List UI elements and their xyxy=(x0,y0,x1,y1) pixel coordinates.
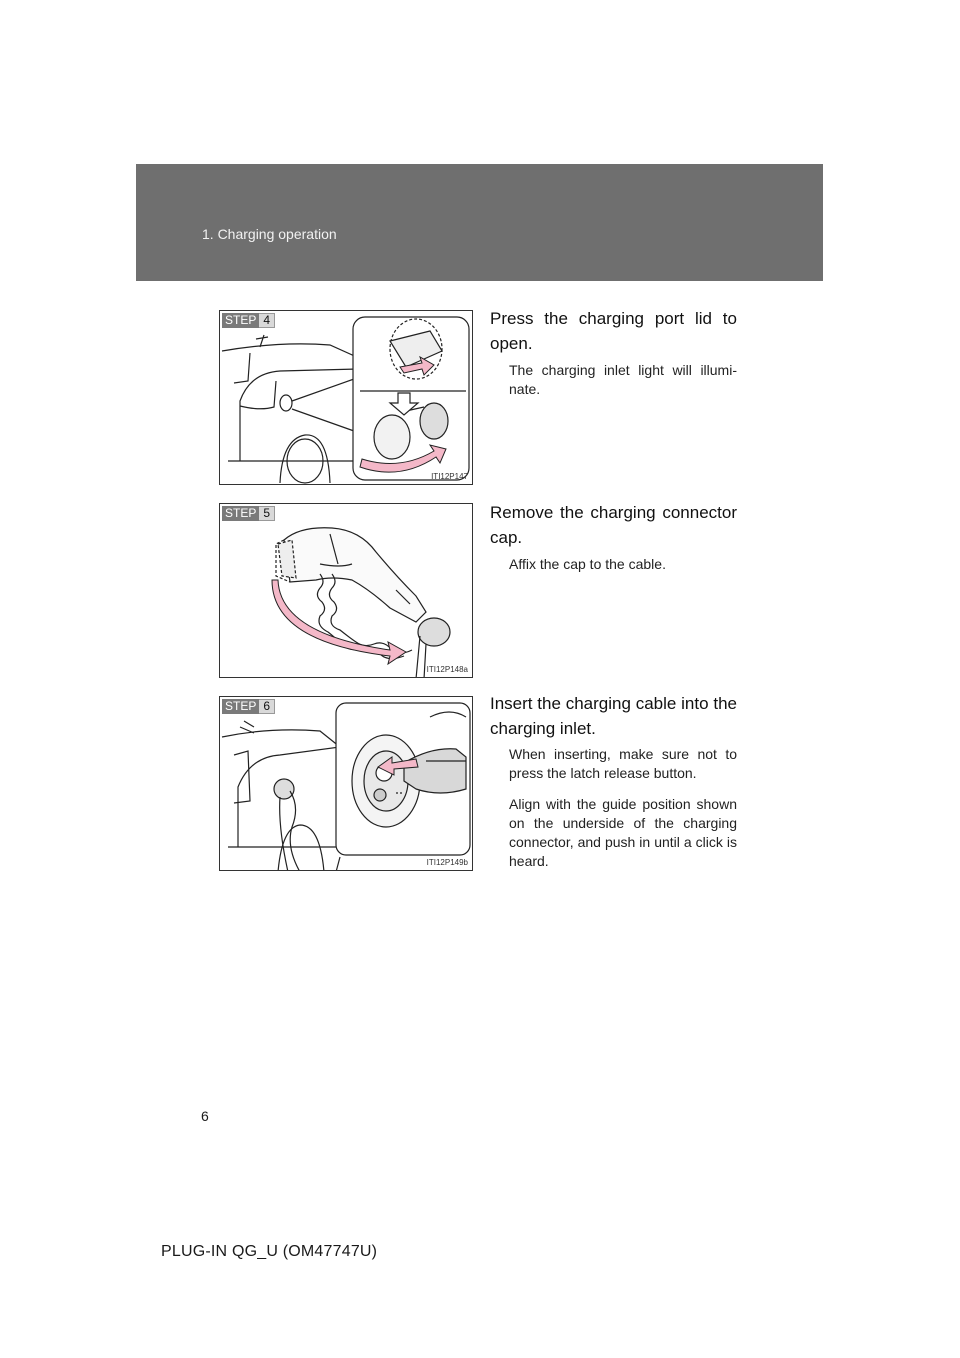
section-title: 1. Charging operation xyxy=(202,226,337,242)
insert-cable-illustration xyxy=(220,697,473,871)
step-badge-label: STEP xyxy=(222,506,259,521)
step-badge-number: 4 xyxy=(259,313,275,328)
step-6-figure xyxy=(219,696,473,871)
step-6-title: Insert the charging cable into the charging inlet. xyxy=(490,694,737,738)
step-5-figure xyxy=(219,503,473,678)
footer-doc-code: PLUG-IN QG_U (OM47747U) xyxy=(161,1243,378,1260)
step-badge-number: 6 xyxy=(259,699,275,714)
figure-code: ITI12P148a xyxy=(426,665,468,674)
car-charging-lid-illustration xyxy=(220,311,473,485)
step-badge xyxy=(222,313,275,328)
step-badge-label: STEP xyxy=(222,313,259,328)
step-badge-label: STEP xyxy=(222,699,259,714)
figure-code: ITI12P149b xyxy=(426,858,468,867)
step-4-title: Press the charging port lid to open. xyxy=(490,309,737,353)
step-badge xyxy=(222,506,275,521)
step-6-note-1: When inserting, make sure not to press the latch release button. xyxy=(509,746,737,781)
step-badge-number: 5 xyxy=(259,506,275,521)
step-5-note: Affix the cap to the cable. xyxy=(509,556,666,572)
step-4-figure xyxy=(219,310,473,485)
header-band xyxy=(136,164,823,281)
step-badge xyxy=(222,699,275,714)
step-6-note-2: Align with the guide position shown on the underside of the charging connector, and push in until a click is heard. xyxy=(509,796,737,869)
page-number: 6 xyxy=(201,1108,209,1124)
figure-code: ITI12P147 xyxy=(431,472,468,481)
connector-cap-illustration xyxy=(220,504,473,678)
step-5-title: Remove the charging connector cap. xyxy=(490,503,737,547)
step-4-note: The charging inlet light will illumi-nate. xyxy=(509,362,737,397)
